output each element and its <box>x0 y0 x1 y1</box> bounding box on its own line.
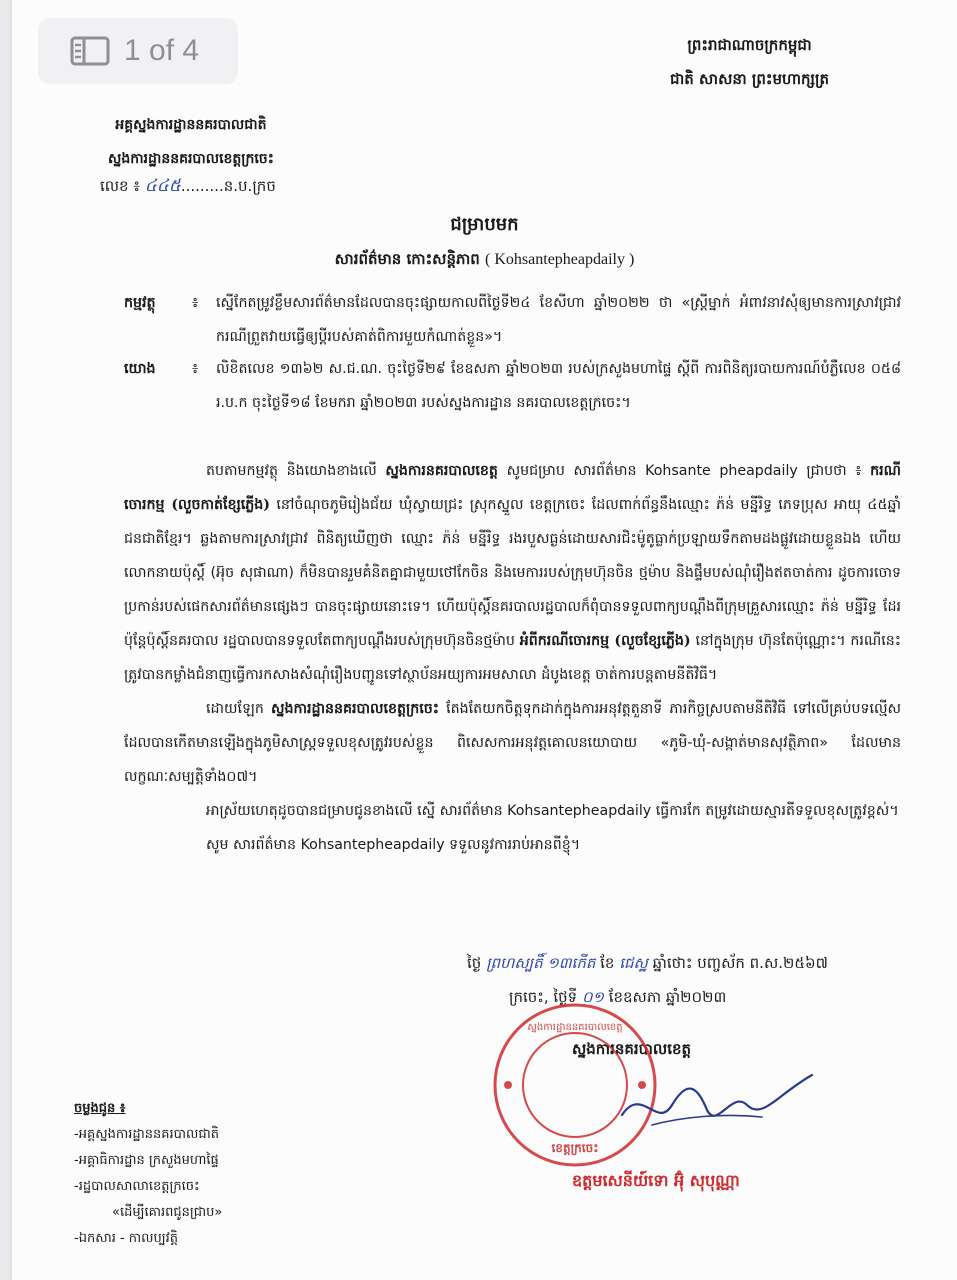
lunar-year: ឆ្នាំថោះ បញ្ចស័ក ព.ស.២៥៦៧ <box>652 954 828 972</box>
subject-label: កម្មវត្ថុ <box>124 295 156 311</box>
body-paragraph-3: អាស្រ័យហេតុដូចបានជម្រាបជូនខាងលើ ស្នើ សារព័ត៌មាន Kohsantepheapdaily ធ្វើការកែ តម្រូវដោយស្មារតីទទួលខុសត្រូវខ្ពស់។ <box>206 803 899 819</box>
p2-c: តែងតែយកចិត្តទុកដាក់ក្នុងការអនុវត្តតួនាទី ភារកិច្ចស្របតាមនីតិវិធី ទៅលើគ្រប់បទល្មើសដែលបានកើតមានឡើងក្នុងភូមិសាស្ត្រទទួលខុសត្រូវរបស់ខ្លួន ពិសេសការអនុវត្តគោលនយោបាយ «ភូមិ-ឃុំ-សង្កាត់មានសុវត្ថិភាព» ដែលមានលក្ខណៈសម្បត្តិទាំង០៧។ <box>124 701 902 785</box>
cc-item: -អគ្គាធិការដ្ឋាន ក្រសួងមហាផ្ទៃ <box>74 1153 219 1168</box>
ref-number-handwritten: ៤៤៥ <box>144 176 181 196</box>
body-paragraph-4: សូម សារព័ត៌មាន Kohsantepheapdaily ទទួលនូវការរាប់អានពីខ្ញុំ។ <box>206 837 581 853</box>
reference-text: លិខិតលេខ ១៣៦២ ស.ជ.ណ. ចុះថ្ងៃទី២៩ ខែឧសភា ឆ្នាំ២០២៣ របស់ក្រសួងមហាផ្ទៃ ស្តីពី ការពិនិត្យរបាយការណ៍បំភ្លឺលេខ ០៥៨ រ.ប.ក ចុះថ្ងៃទី១៨ ខែមករា ឆ្នាំ២០២៣ របស់ស្នងការដ្ឋាន នគរបាលខេត្តក្រចេះ។ <box>216 361 901 411</box>
document-page <box>12 0 957 1280</box>
reference-label: យោង <box>124 361 156 377</box>
solar-rest: ខែឧសភា ឆ្នាំ២០២៣ <box>608 988 727 1006</box>
p1-d: ករណីចោរកម្ម (លួចកាត់ខ្សែភ្លើង) <box>124 463 901 513</box>
signer-title: ស្នងការនគរបាលខេត្ត <box>572 1040 692 1058</box>
body-paragraph-2 <box>124 692 901 794</box>
cc-item: «ដើម្បីគោរពជូនជ្រាប» <box>112 1205 223 1220</box>
ministry-header <box>108 108 274 176</box>
p1-f: អំពីករណីចោរកម្ម (លួចខ្សែភ្លើង) <box>519 633 691 649</box>
subject-colon: ៖ <box>192 295 199 311</box>
ref-dots: ......... <box>180 177 224 195</box>
cc-title: ចម្លងជូន ៖ <box>74 1101 126 1116</box>
p2-a: ដោយឡែក <box>206 701 264 717</box>
reference-number <box>100 175 276 200</box>
cc-list <box>74 1096 222 1252</box>
kingdom-line-1: ព្រះរាជាណាចក្រកម្ពុជា <box>687 36 812 54</box>
body-paragraph-1 <box>124 454 901 692</box>
ref-suffix: ន.ប.ក្រច <box>223 177 276 195</box>
cc-item: -រដ្ឋបាលសាលាខេត្តក្រចេះ <box>74 1179 200 1194</box>
solar-day-handwritten: ០១ <box>581 988 604 1006</box>
signer-name: ឧត្តមសេនីយ៍ទោ អ៊ុំ សុបុណ្ណា <box>572 1171 740 1190</box>
reference-colon: ៖ <box>192 361 199 377</box>
ministry-line-2: ស្នងការដ្ឋាននគរបាលខេត្តក្រចេះ <box>108 151 274 167</box>
solar-place: ក្រចេះ, ថ្ងៃទី <box>509 988 578 1006</box>
recipient-english: ( Kohsantepheapdaily ) <box>485 251 635 268</box>
subject-text: ស្នើកែតម្រូវខ្លឹមសារព័ត៌មានដែលបានចុះផ្សាយកាលពីថ្ងៃទី២៤ ខែសីហា ឆ្នាំ២០២២ ថា «ស្ត្រីម្នាក់ អំពាវនាវសុំឲ្យមានការស្រាវជ្រាវករណីព្រួតវាយធ្វើឲ្យប្តីរបស់គាត់ពិការមួយកំណាត់ខ្លួន»។ <box>216 295 901 345</box>
recipient-title <box>12 250 957 272</box>
letter-body <box>124 454 901 862</box>
page-indicator-label: 1 of 4 <box>124 34 200 67</box>
lunar-label: ថ្ងៃ <box>467 954 482 972</box>
stamp-inner-text: ខេត្តក្រចេះ <box>551 1141 599 1155</box>
stamp-outer-text: ស្នងការដ្ឋាននគរបាលខេត្ត <box>527 1022 623 1033</box>
recipient-name: សារព័ត៌មាន កោះសន្តិភាព <box>334 250 480 268</box>
p1-e: នៅចំណុចភូមិរៀងជ័យ ឃុំស្វាយជ្រះ ស្រុកស្នួល ខេត្តក្រចេះ ដែលពាក់ព័ន្ធនឹងឈ្មោះ ភ៉ន់ មន្នីរិទ្ធ ភេទប្រុស អាយុ ៤៥ឆ្នាំ ជនជាតិខ្មែរ។ ឆ្លងតាមការស្រាវជ្រាវ ពិនិត្យឃើញថា ឈ្មោះ ភ៉ន់ មន្នីរិទ្ធ រងរបួសធ្ងន់ដោយសារជិះម៉ូតូធ្លាក់ប្រឡាយទឹកតាមដងផ្លូវដោយខ្លួនឯង ហើយលោកនាយប៉ុស្តិ៍ (អ៊ុច សុផាណា) ក៏មិនបានរួមគំនិតគ្នាជាមួយថៅកែចិន និងមេការរបស់ក្រុមហ៊ុនចិន ថ្មម៉ាប និងផ្ទឹមបស់ណុំរឿងឥតចាត់ការ ដូចការចោទប្រកាន់របស់ផេកសារព័ត៌មានផ្សេងៗ បានចុះផ្សាយនោះទេ។ ហើយប៉ុស្តិ៍នគរបាលរដ្ឋបាលក៏ពុំបានទទួលពាក្យបណ្តឹងពីក្រុមគ្រួសារឈ្មោះ ភ៉ន់ មន្នីរិទ្ធ ដែរ ប៉ុន្តែប៉ុស្តិ៍នគរបាល រដ្ឋបាលបានទទួលតែពាក្យបណ្តឹងរបស់ក្រុមហ៊ុនចិនថ្មម៉ាប <box>124 497 902 649</box>
cc-item: -ឯកសារ - កាលប្បវត្តិ <box>74 1231 179 1246</box>
subject-row <box>124 286 901 354</box>
p2-b: ស្នងការដ្ឋាននគរបាលខេត្តក្រចេះ <box>270 701 440 717</box>
ministry-line-1: អគ្គស្នងការដ្ឋាននគរបាលជាតិ <box>115 117 267 133</box>
p1-g: នៅក្នុងក្រុម ហ៊ុនតែប៉ុណ្ណោះ។ ករណីនេះត្រូវបានកម្លាំងជំនាញធ្វើការកសាងសំណុំរឿងបញ្ជូនទៅស្ថាប័នអយ្យការអមសាលា ដំបូងខេត្ត ចាត់ការបន្តតាមនីតិវិធី។ <box>124 633 901 683</box>
ref-label: លេខ ៖ <box>100 177 140 195</box>
lunar-month-handwritten: ជេស្ឋ <box>619 954 648 972</box>
lunar-date <box>467 946 828 980</box>
cc-item: -អគ្គស្នងការដ្ឋាននគរបាលជាតិ <box>74 1127 219 1142</box>
p1-b: ស្នងការនគរបាលខេត្ត <box>385 463 498 479</box>
kingdom-header <box>670 28 829 96</box>
lunar-month-label: ខែ <box>600 954 615 972</box>
p1-c: សូមជម្រាប សារព័ត៌មាន Kohsante pheapdaily ជ្រាបថា ៖ <box>506 463 862 479</box>
document-title: ជម្រាបមក <box>450 214 519 235</box>
kingdom-line-2: ជាតិ សាសនា ព្រះមហាក្សត្រ <box>670 70 829 88</box>
p1-a: តបតាមកម្មវត្ថុ និងយោងខាងលើ <box>206 463 377 479</box>
page-indicator[interactable] <box>38 18 238 84</box>
pages-panel-icon <box>70 36 110 66</box>
lunar-day-handwritten: ព្រហស្បតិ៍ ១៣កើត <box>486 954 596 972</box>
handwritten-signature-icon <box>612 1055 822 1155</box>
reference-row <box>124 352 901 420</box>
